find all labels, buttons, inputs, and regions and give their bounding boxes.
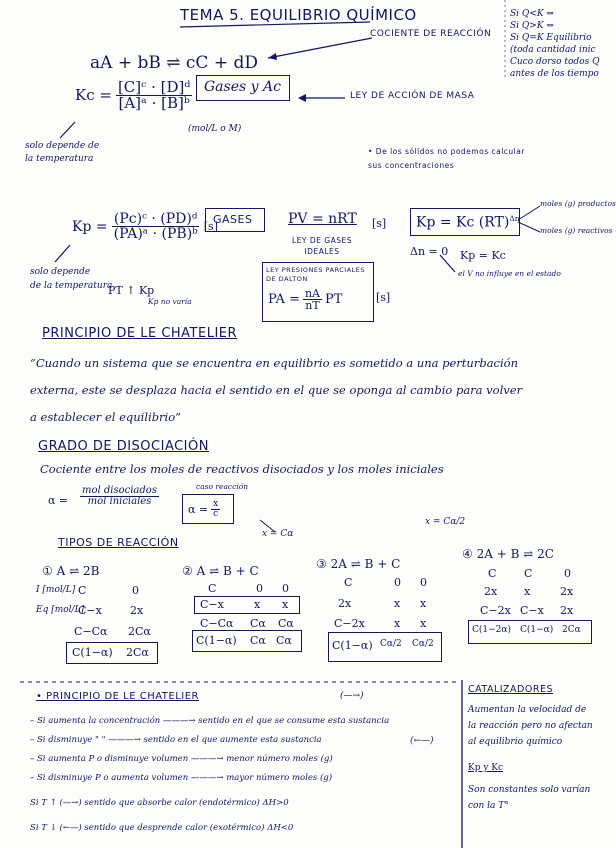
r1-row4-b: 2Cα: [126, 646, 149, 659]
text-line: LEY PRESIONES PARCIALES: [266, 266, 366, 274]
note-line: antes de los tiempo: [510, 69, 599, 79]
r2-row4-c: Cα: [276, 634, 292, 647]
dalton-den: nT: [305, 299, 320, 312]
r2-row1-c: 0: [282, 582, 289, 595]
r1-eq: [42, 565, 99, 577]
note-line: (toda cantidad inic: [510, 45, 596, 55]
r3-eq: [316, 558, 400, 570]
r3-row2-b: x: [394, 597, 401, 610]
chatelier2-list: [30, 712, 389, 838]
grado-title: GRADO DE DISOCIACIÓN: [38, 439, 209, 454]
r1-row2-a: C−x: [78, 604, 102, 617]
r3-row1-c: 0: [420, 576, 427, 589]
text-line: “Cuando un sistema que se encuentra en equilibrio es sometido a una perturbación: [30, 356, 518, 370]
r2-row4-a: C(1−α): [196, 634, 237, 647]
text-line: al equilibrio químico: [468, 737, 563, 747]
dn-zero: Δn = 0: [410, 245, 449, 258]
kc-den: [A]ᵃ · [B]ᵇ: [118, 94, 190, 112]
r2-row3-b: Cα: [250, 617, 266, 630]
reaction-equation: aA + bB ⇌ cC + dD: [90, 53, 258, 73]
top-right-notes: [510, 8, 599, 80]
dalton-unit: [s]: [376, 291, 391, 304]
r2-row2-a: C−x: [200, 598, 224, 611]
kpkc-side-top: moles (g) productos: [540, 199, 616, 208]
solo-temp-2: [30, 265, 112, 293]
r4-row2-a: 2x: [484, 585, 498, 598]
text-line: Son constantes solo varían: [468, 785, 591, 795]
r4-row4-c: 2Cα: [562, 625, 581, 635]
catalizadores-title: CATALIZADORES: [468, 684, 553, 695]
lechatelier-text: [30, 350, 522, 431]
text-line: de la temperatura: [30, 281, 113, 291]
r4-reaction: 2A + B ⇌ 2C: [476, 547, 554, 561]
tipos-title: TIPOS DE REACCIÓN: [58, 536, 179, 549]
alpha-box-den: c: [213, 509, 219, 519]
r2-row4-b: Cα: [250, 634, 266, 647]
list-item: – Si aumenta P o disminuye volumen ———→ menor número moles (g): [30, 754, 333, 764]
dalton-fraction: [303, 288, 322, 311]
chatelier2-arrow: (—→): [340, 691, 364, 701]
r3-row3-b: x: [394, 617, 401, 630]
text-line: la reacción pero no afectan: [468, 721, 593, 731]
chatelier2-back-arrow: (←—): [410, 736, 434, 746]
note-line: Si Q<K ⇒: [510, 9, 554, 19]
r3-row3-a: C−2x: [334, 617, 365, 630]
note-line: Cuco dorso todos Q: [510, 57, 600, 67]
pt-note-sub: Kp no varía: [148, 297, 192, 306]
list-item: – Si aumenta la concentración ———→ sentido en el que se consume esta sustancia: [30, 716, 390, 726]
r4-row3-c: 2x: [560, 604, 574, 617]
cociente-label: COCIENTE DE REACCIÓN: [370, 29, 492, 39]
text-line: solo depende: [30, 267, 91, 277]
xca2-label: x = Cα/2: [425, 517, 466, 527]
text-line: sus concentraciones: [368, 161, 455, 170]
r3-row1-a: C: [344, 576, 353, 589]
dalton-title: [266, 266, 365, 284]
kpkc-exp: Δn: [509, 214, 520, 223]
r1-row1-b: 0: [132, 584, 139, 597]
alpha-box-alpha: α =: [188, 503, 209, 516]
alpha-box-num: x: [213, 499, 219, 509]
r4-row1-b: C: [524, 567, 533, 580]
r4-number: ④: [462, 547, 473, 561]
kp-fraction: [112, 212, 200, 241]
r4-row4-a: C(1−2α): [472, 625, 511, 635]
text-line: DE DALTON: [266, 275, 308, 283]
kc-fraction: [116, 80, 192, 111]
kp-formula: [72, 212, 218, 241]
ideal-gas-unit: [s]: [372, 217, 387, 230]
r1-row2-b: 2x: [130, 604, 144, 617]
ideal-gas-eq: PV = nRT: [288, 211, 357, 227]
r3-row4-a: C(1−α): [332, 639, 373, 652]
text-line: la temperatura: [25, 154, 94, 164]
kc-formula: [75, 80, 192, 111]
note-line: Si Q=K Equilibrio: [510, 33, 592, 43]
r3-row4-b: Cα/2: [380, 639, 402, 649]
dalton-pa: PA =: [268, 292, 300, 307]
kp-symbol: Kp =: [72, 218, 108, 235]
dalton-num: nA: [304, 287, 320, 300]
ideal-gas-label: [292, 235, 352, 257]
caso-reaccion: caso reacción: [196, 482, 249, 491]
text-line: con la T°: [468, 801, 509, 811]
pt-note-eq: PT ↑ Kp: [108, 284, 155, 297]
gases-label: GASES: [213, 213, 253, 226]
kc-num: [C]ᶜ · [D]ᵈ: [117, 78, 191, 96]
kpkc-subtitle: Kp y Kc: [468, 763, 504, 773]
r3-row2-c: x: [420, 597, 427, 610]
r3-number: ③: [316, 557, 327, 571]
r1-row3-a: C−Cα: [74, 625, 108, 638]
alpha-fraction: [80, 486, 159, 507]
text-line: IDEALES: [304, 247, 340, 256]
r2-row3-c: Cα: [278, 617, 294, 630]
alpha-symbol: α =: [48, 494, 69, 507]
gases-ac: Gases y Ac: [204, 79, 281, 95]
r1-row3-b: 2Cα: [128, 625, 151, 638]
r4-row3-b: C−x: [520, 604, 544, 617]
r3-reaction: 2A ⇌ B + C: [330, 557, 401, 571]
r1-row2-label: Eq [mol/L]: [36, 605, 85, 615]
kpkc-side-bottom: moles (g) reactivos: [540, 226, 613, 235]
r2-row1-a: C: [208, 582, 217, 595]
text-line: • De los sólidos no podemos calcular: [368, 147, 525, 156]
list-item: – Si disminuye " " ———→ sentido en el que aumente esta sustancia: [30, 735, 322, 745]
list-item: – Si disminuye P o aumenta volumen ———→ mayor número moles (g): [30, 773, 333, 783]
text-line: a establecer el equilibrio”: [30, 410, 182, 424]
dalton-formula: [268, 288, 342, 311]
r2-row3-a: C−Cα: [200, 617, 234, 630]
kp-num: (Pc)ᶜ · (PD)ᵈ: [113, 211, 198, 227]
solo-temp-1: [25, 140, 99, 166]
note-solidos: [368, 145, 525, 173]
r2-row2-c: x: [282, 598, 289, 611]
alpha-frac: [80, 486, 159, 507]
r3-row2-a: 2x: [338, 597, 352, 610]
r3-row3-c: x: [420, 617, 427, 630]
text-line: Aumentan la velocidad de: [468, 705, 587, 715]
lechatelier-title: PRINCIPIO DE LE CHATELIER: [42, 326, 238, 341]
ley-accion-label: LEY DE ACCIÓN DE MASA: [350, 91, 475, 101]
kp-equals-kc: Kp = Kc: [460, 249, 506, 262]
catalizadores-text: [468, 702, 593, 750]
r3-row4-c: Cα/2: [412, 639, 434, 649]
kc-symbol: Kc =: [75, 86, 112, 104]
kpkc-text: [468, 782, 590, 814]
text-line: externa, este se desplaza hacia el sentido en el que se oponga al cambio para volver: [30, 383, 523, 397]
kpkc-note: el V no influye en el estado: [458, 269, 561, 278]
r1-number: ①: [42, 564, 53, 578]
kp-unit: [s]: [203, 220, 218, 233]
r2-eq: [182, 565, 259, 577]
alpha-num: mol disociados: [82, 485, 157, 496]
kpkc-eq: [416, 215, 520, 230]
text-line: LEY DE GASES: [292, 236, 352, 245]
r2-row1-b: 0: [256, 582, 263, 595]
list-item: Si T ↑ (—→) sentido que absorbe calor (endotérmico) ΔH>0: [30, 798, 289, 808]
dalton-pt: PT: [325, 292, 343, 307]
r3-row1-b: 0: [394, 576, 401, 589]
r4-row1-a: C: [488, 567, 497, 580]
grado-text: Cociente entre los moles de reactivos disociados y los moles iniciales: [40, 462, 444, 476]
r4-row3-a: C−2x: [480, 604, 511, 617]
r2-row2-b: x: [254, 598, 261, 611]
page-title: TEMA 5. EQUILIBRIO QUÍMICO: [180, 6, 417, 24]
kpkc-main: Kp = Kc (RT): [416, 214, 510, 231]
r2-number: ②: [182, 564, 193, 578]
r4-row2-c: 2x: [560, 585, 574, 598]
alpha-box-frac: [211, 500, 220, 519]
r1-row1-label: I [mol/L]: [36, 585, 76, 595]
list-item: Si T ↓ (←—) sentido que desprende calor (exotérmico) ΔH<0: [30, 823, 294, 833]
r1-row4-a: C(1−α): [72, 646, 113, 659]
note-line: Si Q>K ⇒: [510, 21, 554, 31]
r2-reaction: A ⇌ B + C: [196, 564, 259, 578]
r4-eq: [462, 548, 554, 560]
alpha-box-formula: [188, 500, 220, 519]
r4-row2-b: x: [524, 585, 531, 598]
r4-row1-c: 0: [564, 567, 571, 580]
kp-den: (PA)ᵃ · (PB)ᵇ: [113, 226, 198, 242]
xca-label: x = Cα: [262, 529, 294, 539]
kc-units: (mol/L o M): [188, 124, 242, 134]
text-line: solo depende de: [25, 141, 100, 151]
r4-row4-b: C(1−α): [520, 625, 554, 635]
alpha-den: mol iniciales: [87, 496, 152, 507]
chatelier2-title: • PRINCIPIO DE LE CHATELIER: [36, 691, 199, 702]
r1-reaction: A ⇌ 2B: [56, 564, 100, 578]
r1-row1-a: C: [78, 584, 87, 597]
